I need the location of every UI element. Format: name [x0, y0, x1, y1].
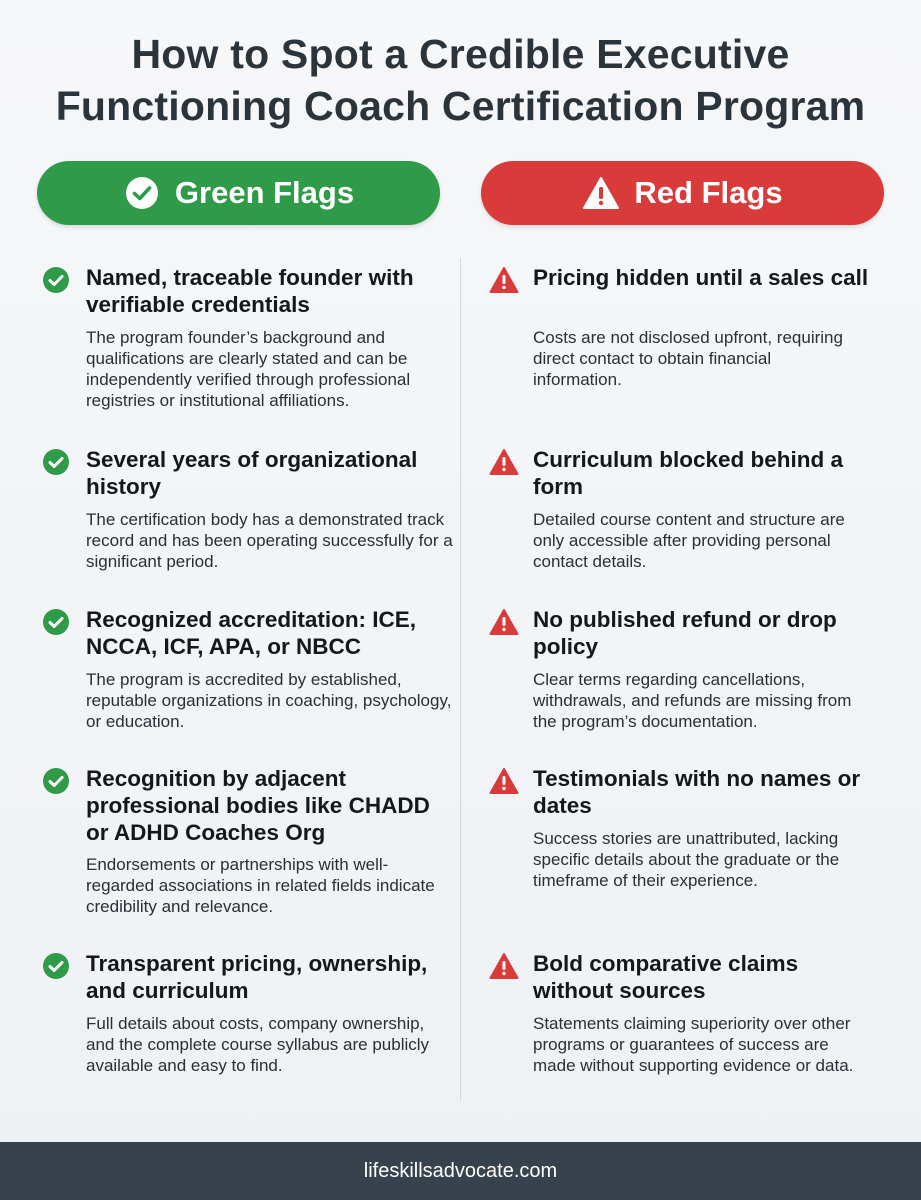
check-circle-icon [42, 448, 70, 476]
check-circle-icon [42, 608, 70, 636]
check-circle-icon [42, 767, 70, 795]
column-divider [460, 258, 461, 1101]
green-flag-heading: Recognized accreditation: ICE, NCCA, ICF, APA, or NBCC [86, 607, 417, 659]
green-flag-description: Endorsements or partnerships with well-regarded associations in related fields indicate credibility and relevance. [86, 855, 435, 916]
footer-website-link[interactable]: lifeskillsadvocate.com [363, 1159, 558, 1182]
title-line-1: How to Spot a Credible Executive [131, 31, 790, 77]
warning-triangle-icon [582, 174, 620, 212]
red-flag-heading: Testimonials with no names or dates [533, 766, 861, 818]
warning-triangle-icon [489, 952, 517, 980]
green-flags-label: Green Flags [174, 175, 355, 210]
green-flag-heading: Several years of organizational history [86, 447, 418, 499]
check-circle-icon [42, 266, 70, 294]
red-flag-description: Success stories are unattributed, lacking specific details about the graduate or the timeframe of their experience. [533, 829, 840, 890]
red-flag-description: Clear terms regarding cancellations, withdrawals, and refunds are missing from the program’s documentation. [533, 670, 852, 731]
red-flag-heading: Bold comparative claims without sources [533, 951, 799, 1003]
green-flag-description: The program is accredited by established, reputable organizations in coaching, psychology, or education. [86, 670, 452, 731]
warning-triangle-icon [489, 608, 517, 636]
red-flag-heading: Curriculum blocked behind a form [533, 447, 844, 499]
red-flag-description: Costs are not disclosed upfront, requiring direct contact to obtain financial information. [533, 328, 843, 389]
check-circle-icon [42, 952, 70, 980]
green-flag-heading: Transparent pricing, ownership, and curriculum [86, 951, 428, 1003]
page-title [20, 28, 901, 132]
red-flag-heading: Pricing hidden until a sales call [533, 265, 869, 290]
warning-triangle-icon [489, 266, 517, 294]
check-circle-icon [123, 174, 161, 212]
green-flag-heading: Named, traceable founder with verifiable credentials [86, 265, 414, 317]
green-flags-header [37, 161, 440, 225]
red-flag-description: Statements claiming superiority over other programs or guarantees of success are made without supporting evidence or data. [533, 1014, 854, 1075]
warning-triangle-icon [489, 767, 517, 795]
green-flag-description: The certification body has a demonstrated track record and has been operating successfully for a significant period. [86, 510, 453, 571]
title-line-2: Functioning Coach Certification Program [55, 83, 866, 129]
green-flag-description: Full details about costs, company ownership, and the complete course syllabus are publicly available and easy to find. [86, 1014, 430, 1075]
red-flags-header [481, 161, 884, 225]
red-flag-description: Detailed course content and structure are only accessible after providing personal contact details. [533, 510, 845, 571]
red-flags-label: Red Flags [634, 175, 783, 210]
red-flag-heading: No published refund or drop policy [533, 607, 837, 659]
green-flag-description: The program founder’s background and qualifications are clearly stated and can be independently verified through professional registries or institutional affiliations. [86, 328, 411, 410]
warning-triangle-icon [489, 448, 517, 476]
footer-bar [0, 1142, 921, 1200]
green-flag-heading: Recognition by adjacent professional bodies like CHADD or ADHD Coaches Org [86, 766, 430, 845]
